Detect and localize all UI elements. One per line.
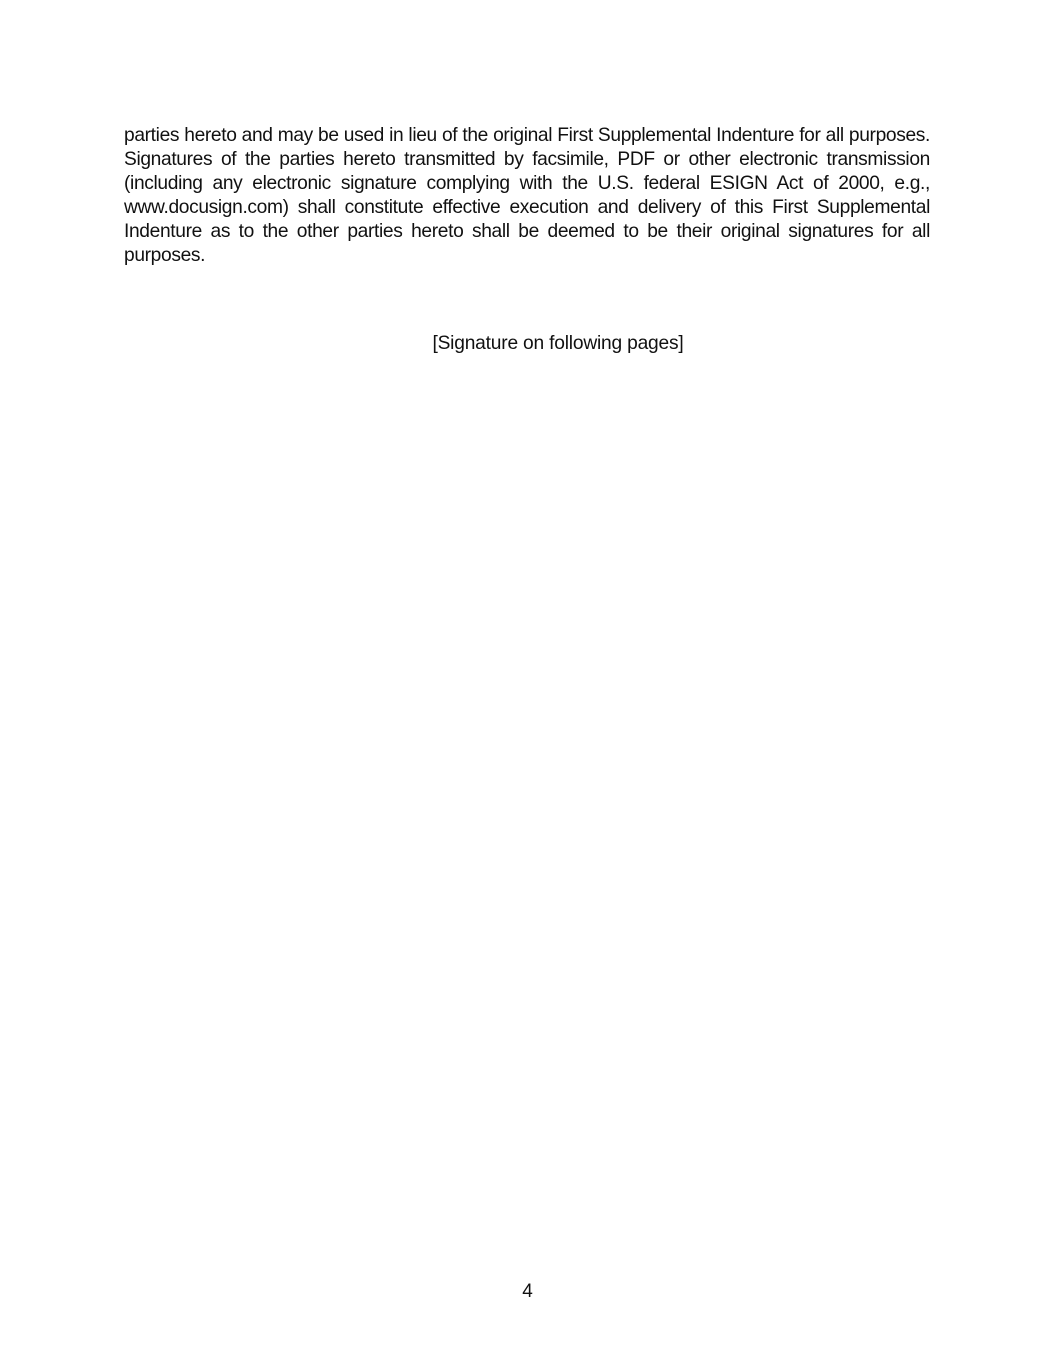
body-paragraph: parties hereto and may be used in lieu of the original First Supplemental Indenture for all purposes. Signatures of the parties hereto transmitted by facsimile, PDF or other electronic transmission (including any electronic signature complying with the U.S. federal ESIGN Act of 2000, e.g., www.docusign.com) shall constitute effective execution and delivery of this First Supplemental Indenture as to the other parties hereto shall be deemed to be their original signatures for all purposes. (124, 125, 930, 266)
page-number: 4 (522, 1281, 533, 1302)
signature-note: [Signature on following pages] (432, 333, 684, 354)
